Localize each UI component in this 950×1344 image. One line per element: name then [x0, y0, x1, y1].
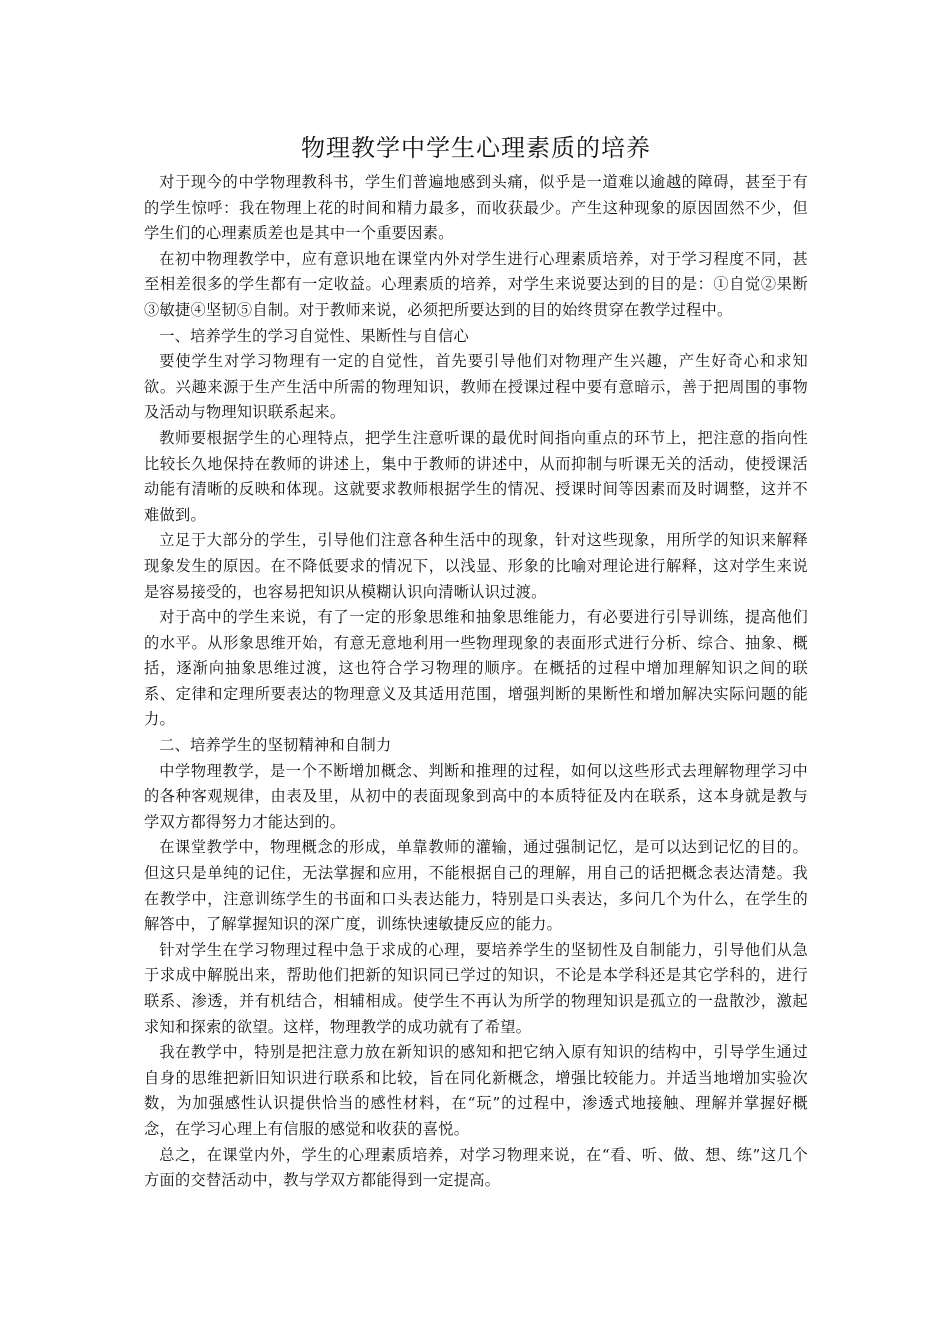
paragraph: 对于现今的中学物理教科书，学生们普遍地感到头痛，似乎是一道难以逾越的障碍，甚至于有的学生惊呼：我在物理上花的时间和精力最多，而收获最少。产生这种现象的原因固然不少，但学生们的心理素质差也是其中一个重要因素。 — [144, 173, 808, 243]
paragraph: 中学物理教学，是一个不断增加概念、判断和推理的过程，如何以这些形式去理解物理学习中的各种客观规律，由表及里，从初中的表面现象到高中的本质特征及内在联系，这本身就是教与学双方都得努力才能达到的。 — [144, 761, 808, 831]
paragraph: 要使学生对学习物理有一定的自觉性，首先要引导他们对物理产生兴趣，产生好奇心和求知欲。兴趣来源于生产生活中所需的物理知识，教师在授课过程中要有意暗示，善于把周围的事物及活动与物理知识联系起来。 — [144, 352, 808, 422]
paragraph: 在课堂教学中，物理概念的形成，单靠教师的灌输，通过强制记忆，是可以达到记忆的目的。但这只是单纯的记住，无法掌握和应用，不能根据自己的理解，用自己的话把概念表达清楚。我在教学中，注意训练学生的书面和口头表达能力，特别是口头表达，多问几个为什么，在学生的解答中，了解掌握知识的深广度，训练快速敏捷反应的能力。 — [144, 838, 808, 934]
paragraph: 在初中物理教学中，应有意识地在课堂内外对学生进行心理素质培养，对于学习程度不同，甚至相差很多的学生都有一定收益。心理素质的培养，对学生来说要达到的目的是：①自觉②果断③敏捷④坚韧⑤自制。对于教师来说，必须把所要达到的目的始终贯穿在教学过程中。 — [144, 249, 808, 319]
paragraph: 针对学生在学习物理过程中急于求成的心理，要培养学生的坚韧性及自制能力，引导他们从急于求成中解脱出来，帮助他们把新的知识同已学过的知识，不论是本学科还是其它学科的，进行联系、渗透，并有机结合，相辅相成。使学生不再认为所学的物理知识是孤立的一盘散沙，激起求知和探索的欲望。这样，物理教学的成功就有了希望。 — [144, 940, 808, 1036]
section-heading: 二、培养学生的坚韧精神和自制力 — [159, 736, 392, 755]
paragraph: 教师要根据学生的心理特点，把学生注意听课的最优时间指向重点的环节上，把注意的指向性比较长久地保持在教师的讲述上，集中于教师的讲述中，从而抑制与听课无关的活动，使授课活动能有清晰的反映和体现。这就要求教师根据学生的情况、授课时间等因素而及时调整，这并不难做到。 — [144, 428, 808, 524]
paragraph: 总之，在课堂内外，学生的心理素质培养，对学习物理来说，在“看、听、做、想、练”这几个方面的交替活动中，教与学双方都能得到一定提高。 — [144, 1145, 808, 1190]
document-page — [144, 128, 808, 1194]
paragraph: 对于高中的学生来说，有了一定的形象思维和抽象思维能力，有必要进行引导训练，提高他们的水平。从形象思维开始，有意无意地利用一些物理现象的表面形式进行分析、综合、抽象、概括，逐渐向抽象思维过渡，这也符合学习物理的顺序。在概括的过程中增加理解知识之间的联系、定律和定理所要表达的物理意义及其适用范围，增强判断的果断性和增加解决实际问题的能力。 — [144, 608, 808, 729]
paragraph: 立足于大部分的学生，引导他们注意各种生活中的现象，针对这些现象，用所学的知识来解释现象发生的原因。在不降低要求的情况下，以浅显、形象的比喻对理论进行解释，这对学生来说是容易接受的，也容易把知识从模糊认识向清晰认识过渡。 — [144, 531, 808, 601]
section-heading: 一、培养学生的学习自觉性、果断性与自信心 — [159, 326, 469, 345]
paragraph: 我在教学中，特别是把注意力放在新知识的感知和把它纳入原有知识的结构中，引导学生通过自身的思维把新旧知识进行联系和比较，旨在同化新概念，增强比较能力。并适当地增加实验次数，为加强感性认识提供恰当的感性材料，在“玩”的过程中，渗透式地接触、理解并掌握好概念，在学习心理上有信服的感觉和收获的喜悦。 — [144, 1043, 808, 1138]
document-title: 物理教学中学生心理素质的培养 — [301, 134, 651, 162]
